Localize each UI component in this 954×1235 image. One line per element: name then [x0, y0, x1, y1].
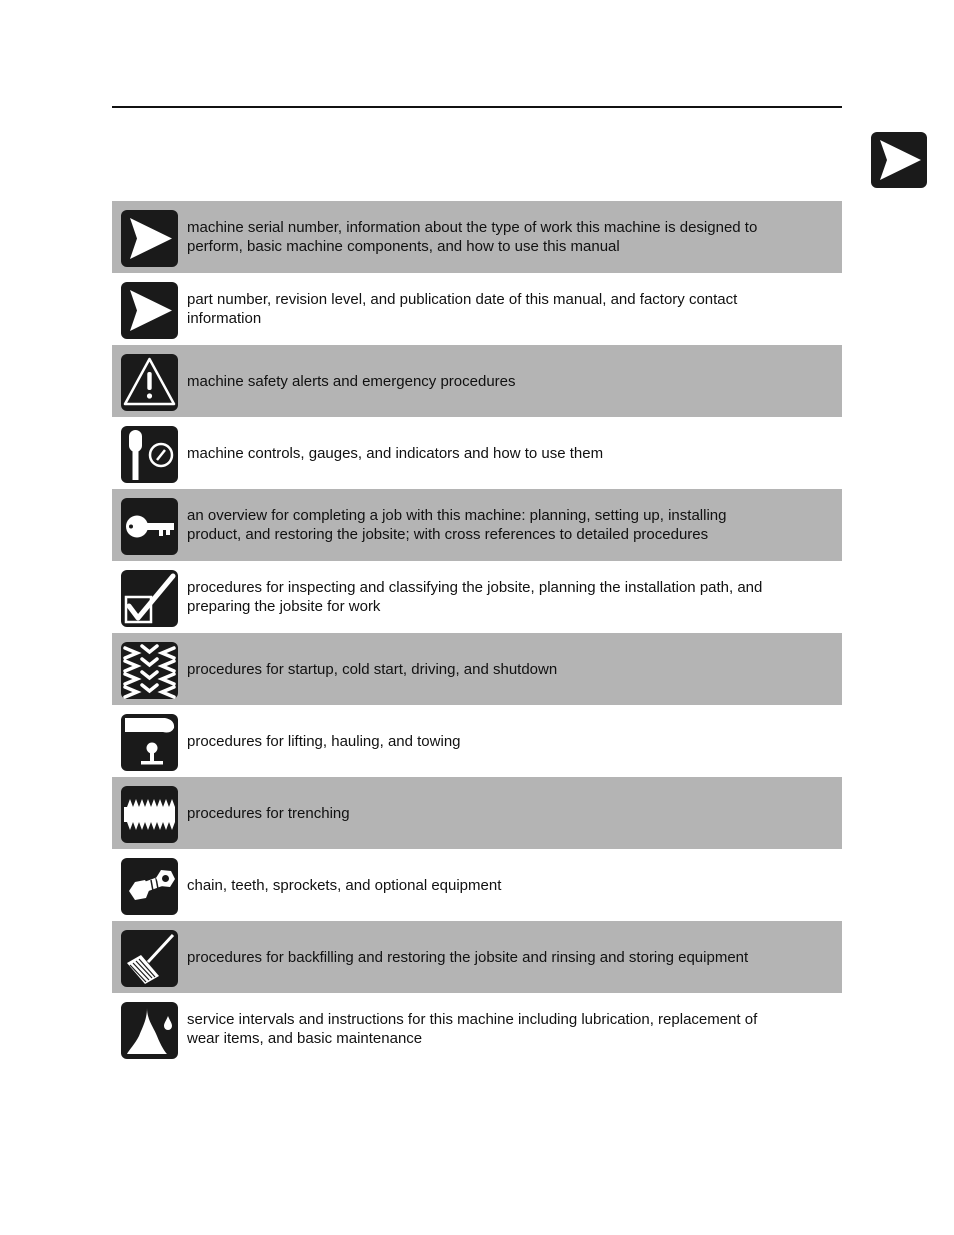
- section-row-prepare[interactable]: [112, 561, 842, 633]
- lever-gauge-icon: [121, 426, 178, 483]
- section-row-service[interactable]: [112, 993, 842, 1065]
- side-tab-arrow-right-icon[interactable]: [871, 132, 927, 188]
- checkbox-check-icon: [121, 570, 178, 627]
- section-row-transport[interactable]: [112, 705, 842, 777]
- lift-hook-icon: [121, 714, 178, 771]
- section-row-about[interactable]: [112, 201, 842, 273]
- warning-triangle-icon: [121, 354, 178, 411]
- section-description: machine safety alerts and emergency procedures: [187, 372, 516, 390]
- section-description: an overview for completing a job with this machine: planning, setting up, installing product, and restoring the jobsite; with cross references to detailed procedures: [187, 507, 727, 543]
- section-row-controls[interactable]: [112, 417, 842, 489]
- section-row-drive[interactable]: [112, 633, 842, 705]
- key-icon: [121, 498, 178, 555]
- arrow-right-icon: [121, 282, 178, 339]
- section-row-foreword[interactable]: [112, 273, 842, 345]
- trencher-chain-icon: [121, 786, 178, 843]
- broom-icon: [121, 930, 178, 987]
- top-rule: [112, 106, 842, 108]
- section-description: machine serial number, information about the type of work this machine is designed to perform, basic machine components, and how to use this manual: [187, 219, 758, 255]
- section-description: procedures for startup, cold start, driving, and shutdown: [187, 660, 558, 678]
- section-description: procedures for lifting, hauling, and towing: [187, 732, 461, 750]
- section-description: service intervals and instructions for this machine including lubrication, replacement of wear items, and basic maintenance: [187, 1011, 758, 1047]
- section-row-overview[interactable]: [112, 489, 842, 561]
- oil-drop-icon: [121, 1002, 178, 1059]
- section-description: chain, teeth, sprockets, and optional equipment: [187, 876, 502, 894]
- section-description: procedures for trenching: [187, 804, 350, 822]
- tire-tread-icon: [121, 642, 178, 699]
- arrow-right-icon: [121, 210, 178, 267]
- section-row-operations[interactable]: [112, 777, 842, 849]
- section-description: procedures for inspecting and classifying the jobsite, planning the installation path, and preparing the jobsite for work: [187, 579, 763, 615]
- section-description: part number, revision level, and publication date of this manual, and factory contact information: [187, 291, 738, 327]
- section-description: machine controls, gauges, and indicators and how to use them: [187, 444, 604, 462]
- bolt-nut-icon: [121, 858, 178, 915]
- section-row-safety[interactable]: [112, 345, 842, 417]
- section-list: [112, 201, 842, 1065]
- section-row-jobsite-restore[interactable]: [112, 921, 842, 993]
- section-description: procedures for backfilling and restoring the jobsite and rinsing and storing equipment: [187, 948, 749, 966]
- section-row-attachments[interactable]: [112, 849, 842, 921]
